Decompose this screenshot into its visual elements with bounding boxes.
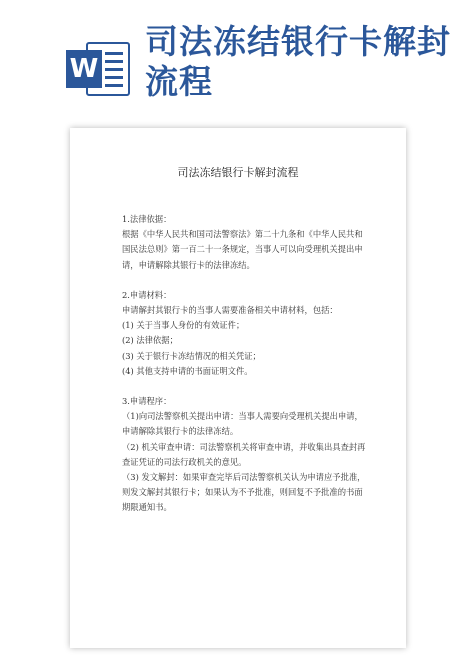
list-item: (3) 关于银行卡冻结情况的相关凭证； bbox=[122, 350, 261, 361]
paragraph: 申请解封其银行卡的当事人需要准备相关申请材料，包括： bbox=[122, 305, 338, 316]
list-item: （2) 机关审查申请：司法警察机关将审查申请，并收集出具查封再查证凭证的司法行政机关的意见。 bbox=[122, 441, 366, 467]
list-item: （1)向司法警察机关提出申请：当事人需要向受理机关提出申请，申请解除其银行卡的法律冻结。 bbox=[122, 411, 363, 437]
document-body bbox=[122, 212, 370, 516]
word-icon bbox=[64, 38, 132, 100]
section-heading: 2.申请材料： bbox=[122, 289, 172, 300]
document-page bbox=[70, 128, 406, 648]
list-item: (2) 法律依据； bbox=[122, 335, 178, 346]
section-heading: 3.申请程序： bbox=[122, 396, 172, 407]
section-heading: 1.法律依据： bbox=[122, 214, 172, 224]
document-title: 司法冻结银行卡解封流程 bbox=[177, 166, 299, 179]
header bbox=[0, 0, 474, 122]
paragraph: 根据《中华人民共和国司法警察法》第二十九条和《中华人民共和国民法总则》第一百二十一条规定，当事人可以向受理机关提出申请，申请解除其银行卡的法律冻结。 bbox=[122, 229, 363, 270]
list-item: (1) 关于当事人身份的有效证件； bbox=[122, 320, 245, 331]
list-item: （3) 发文解封：如果审查完毕后司法警察机关认为申请应予批准，则发文解封其银行卡；如果认为不予批准，则回复不予批准的书面期限通知书。 bbox=[122, 472, 366, 513]
page-title: 司法冻结银行卡解封流程 bbox=[145, 22, 451, 101]
word-logo-letter: W bbox=[66, 50, 102, 88]
list-item: (4) 其他支持申请的书面证明文件。 bbox=[122, 365, 253, 376]
